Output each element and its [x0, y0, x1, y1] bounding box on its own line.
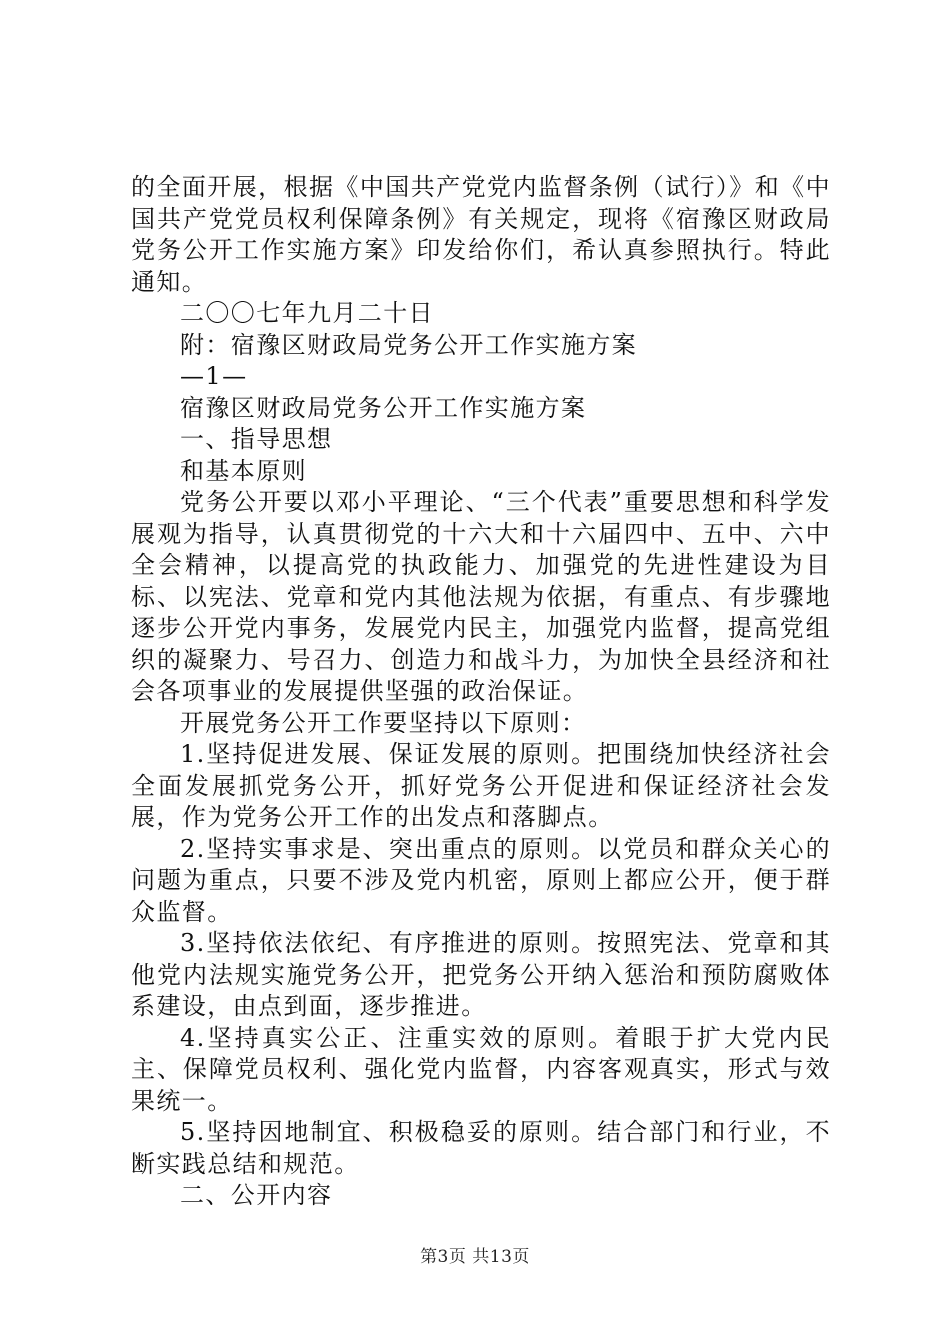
- paragraph-page-marker: —1—: [180, 362, 248, 390]
- heading-disclosure-content: 二、公开内容: [180, 1181, 333, 1209]
- heading-guiding-thought: 一、指导思想: [180, 425, 333, 453]
- page-footer: 第3页 共13页: [420, 1247, 530, 1267]
- paragraph-principle-2: 2.坚持实事求是、突出重点的原则。以党员和群众关心的问题为重点，只要不涉及党内机密，原则上都应公开，便于群众监督。: [131, 834, 831, 926]
- paragraph-notice-body: 的全面开展，根据《中国共产党党内监督条例（试行）》和《中国共产党党员权利保障条例》有关规定，现将《宿豫区财政局党务公开工作实施方案》印发给你们，希认真参照执行。特此通知。: [131, 173, 831, 296]
- paragraph-principle-3: 3.坚持依法依纪、有序推进的原则。按照宪法、党章和其他党内法规实施党务公开，把党务公开纳入惩治和预防腐败体系建设，由点到面，逐步推进。: [131, 929, 831, 1020]
- paragraph-attachment: 附：宿豫区财政局党务公开工作实施方案: [180, 330, 638, 359]
- paragraph-date: 二〇〇七年九月二十日: [180, 299, 434, 327]
- heading-basic-principles: 和基本原则: [180, 456, 307, 485]
- paragraph-principles-intro: 开展党务公开工作要坚持以下原则：: [180, 708, 587, 737]
- paragraph-plan-title: 宿豫区财政局党务公开工作实施方案: [180, 393, 587, 422]
- document-body: [131, 172, 831, 1212]
- paragraph-principle-1: 1.坚持促进发展、保证发展的原则。把围绕加快经济社会全面发展抓党务公开，抓好党务公开促进和保证经济社会发展，作为党务公开工作的出发点和落脚点。: [131, 740, 831, 831]
- paragraph-principle-5: 5.坚持因地制宜、积极稳妥的原则。结合部门和行业，不断实践总结和规范。: [131, 1118, 831, 1178]
- paragraph-principle-4: 4.坚持真实公正、注重实效的原则。着眼于扩大党内民主、保障党员权利、强化党内监督，内容客观真实，形式与效果统一。: [131, 1023, 831, 1115]
- paragraph-guiding-body: 党务公开要以邓小平理论、“三个代表”重要思想和科学发展观为指导，认真贯彻党的十六大和十六届四中、五中、六中全会精神，以提高党的执政能力、加强党的先进性建设为目标、以宪法、党章和党内其他法规为依据，有重点、有步骤地逐步公开党内事务，发展党内民主，加强党内监督，提高党组织的凝聚力、号召力、创造力和战斗力，为加快全县经济和社会各项事业的发展提供坚强的政治保证。: [131, 488, 831, 705]
